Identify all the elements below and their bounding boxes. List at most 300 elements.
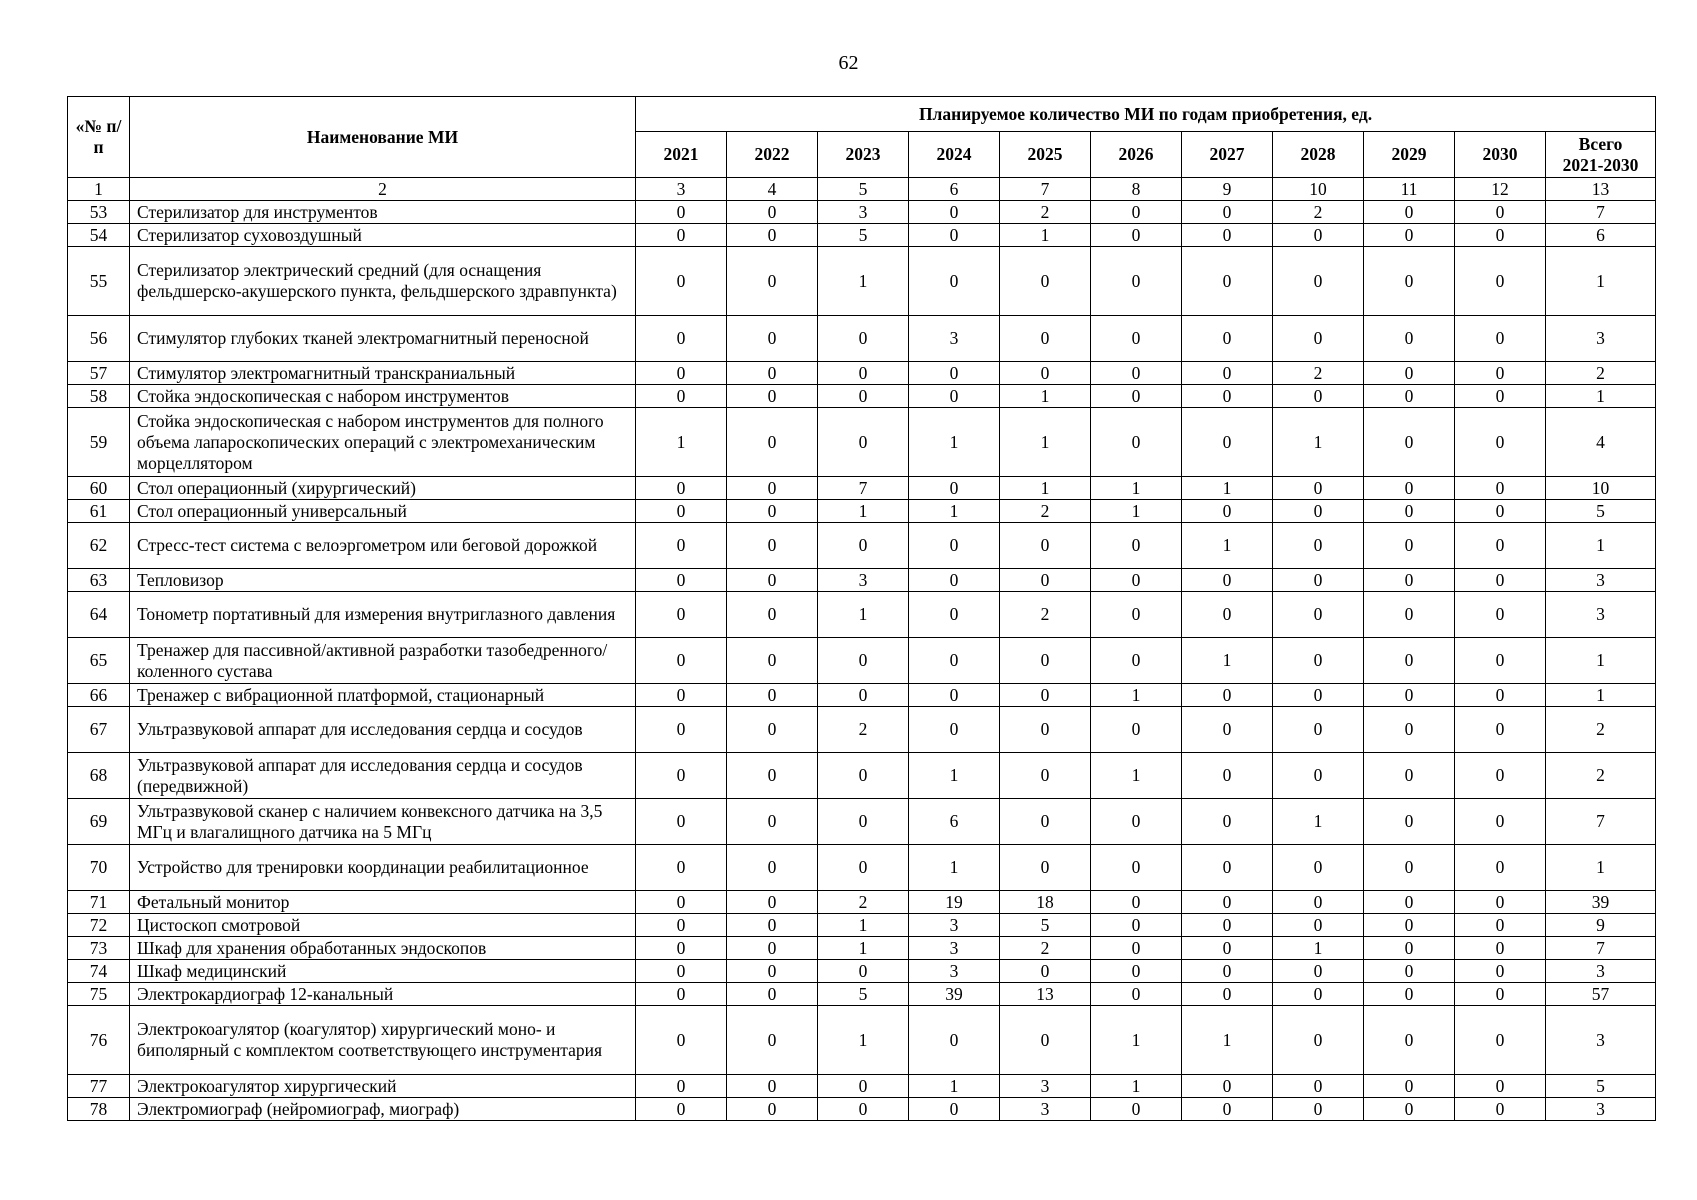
year-value-cell: 0 xyxy=(1091,224,1182,247)
year-value-cell: 0 xyxy=(636,477,727,500)
year-value-cell: 0 xyxy=(1000,523,1091,569)
year-value-cell: 0 xyxy=(818,362,909,385)
year-value-cell: 0 xyxy=(727,753,818,799)
year-value-cell: 0 xyxy=(727,569,818,592)
year-value-cell: 0 xyxy=(1091,799,1182,845)
row-number: 57 xyxy=(68,362,130,385)
total-cell: 3 xyxy=(1546,1006,1656,1075)
row-number: 63 xyxy=(68,569,130,592)
header-total-range: 2021-2030 xyxy=(1562,154,1639,175)
year-value-cell: 0 xyxy=(818,845,909,891)
year-value-cell: 0 xyxy=(1364,408,1455,477)
total-cell: 9 xyxy=(1546,914,1656,937)
total-cell: 3 xyxy=(1546,592,1656,638)
year-value-cell: 0 xyxy=(1091,960,1182,983)
header-year: 2023 xyxy=(818,132,909,178)
year-value-cell: 0 xyxy=(1000,638,1091,684)
year-value-cell: 1 xyxy=(1273,408,1364,477)
year-value-cell: 0 xyxy=(1364,960,1455,983)
total-cell: 1 xyxy=(1546,385,1656,408)
year-value-cell: 0 xyxy=(727,1006,818,1075)
year-value-cell: 0 xyxy=(1273,638,1364,684)
year-value-cell: 0 xyxy=(1000,845,1091,891)
table-row xyxy=(68,592,1656,638)
year-value-cell: 1 xyxy=(818,592,909,638)
year-value-cell: 0 xyxy=(1273,960,1364,983)
year-value-cell: 0 xyxy=(636,914,727,937)
year-value-cell: 0 xyxy=(1273,891,1364,914)
column-number-row xyxy=(68,178,1656,201)
row-number: 78 xyxy=(68,1098,130,1121)
item-name: Устройство для тренировки координации реабилитационное xyxy=(130,845,636,891)
year-value-cell: 1 xyxy=(909,1075,1000,1098)
year-value-cell: 3 xyxy=(1000,1075,1091,1098)
year-value-cell: 0 xyxy=(1091,316,1182,362)
table-row xyxy=(68,316,1656,362)
table-row xyxy=(68,385,1656,408)
year-value-cell: 0 xyxy=(1000,707,1091,753)
year-value-cell: 2 xyxy=(1000,500,1091,523)
column-number: 13 xyxy=(1546,178,1656,201)
year-value-cell: 0 xyxy=(636,799,727,845)
header-year: 2030 xyxy=(1455,132,1546,178)
year-value-cell: 0 xyxy=(1455,983,1546,1006)
year-value-cell: 1 xyxy=(1000,477,1091,500)
total-cell: 7 xyxy=(1546,201,1656,224)
year-value-cell: 0 xyxy=(1364,201,1455,224)
year-value-cell: 0 xyxy=(1273,247,1364,316)
year-value-cell: 1 xyxy=(1000,385,1091,408)
year-value-cell: 0 xyxy=(1000,362,1091,385)
row-number: 77 xyxy=(68,1075,130,1098)
row-number: 66 xyxy=(68,684,130,707)
table-row xyxy=(68,960,1656,983)
year-value-cell: 0 xyxy=(818,523,909,569)
column-number: 9 xyxy=(1182,178,1273,201)
table-row xyxy=(68,983,1656,1006)
year-value-cell: 0 xyxy=(1182,592,1273,638)
year-value-cell: 0 xyxy=(1091,385,1182,408)
item-name: Стресс-тест система с велоэргометром или беговой дорожкой xyxy=(130,523,636,569)
total-cell: 1 xyxy=(1546,247,1656,316)
header-year: 2021 xyxy=(636,132,727,178)
year-value-cell: 0 xyxy=(818,1075,909,1098)
year-value-cell: 0 xyxy=(636,523,727,569)
year-value-cell: 3 xyxy=(818,569,909,592)
total-cell: 3 xyxy=(1546,960,1656,983)
year-value-cell: 1 xyxy=(1273,799,1364,845)
year-value-cell: 7 xyxy=(818,477,909,500)
year-value-cell: 0 xyxy=(727,385,818,408)
year-value-cell: 0 xyxy=(1455,362,1546,385)
row-number: 60 xyxy=(68,477,130,500)
table-row xyxy=(68,684,1656,707)
year-value-cell: 0 xyxy=(909,247,1000,316)
year-value-cell: 0 xyxy=(727,684,818,707)
year-value-cell: 1 xyxy=(636,408,727,477)
year-value-cell: 0 xyxy=(636,753,727,799)
year-value-cell: 13 xyxy=(1000,983,1091,1006)
table-row xyxy=(68,753,1656,799)
year-value-cell: 0 xyxy=(1455,799,1546,845)
year-value-cell: 1 xyxy=(909,408,1000,477)
year-value-cell: 0 xyxy=(1455,707,1546,753)
year-value-cell: 0 xyxy=(1273,1098,1364,1121)
table-row xyxy=(68,500,1656,523)
year-value-cell: 1 xyxy=(1091,1006,1182,1075)
row-number: 73 xyxy=(68,937,130,960)
year-value-cell: 0 xyxy=(727,638,818,684)
year-value-cell: 0 xyxy=(636,247,727,316)
year-value-cell: 0 xyxy=(636,891,727,914)
year-value-cell: 2 xyxy=(818,707,909,753)
total-cell: 1 xyxy=(1546,684,1656,707)
year-value-cell: 0 xyxy=(1364,569,1455,592)
year-value-cell: 0 xyxy=(1000,960,1091,983)
year-value-cell: 0 xyxy=(1091,201,1182,224)
total-cell: 7 xyxy=(1546,799,1656,845)
year-value-cell: 0 xyxy=(636,960,727,983)
year-value-cell: 6 xyxy=(909,799,1000,845)
year-value-cell: 0 xyxy=(1273,385,1364,408)
year-value-cell: 1 xyxy=(818,1006,909,1075)
year-value-cell: 39 xyxy=(909,983,1000,1006)
table-row xyxy=(68,224,1656,247)
table-body xyxy=(68,178,1656,1121)
year-value-cell: 3 xyxy=(909,316,1000,362)
year-value-cell: 3 xyxy=(909,960,1000,983)
table-row xyxy=(68,523,1656,569)
header-name: Наименование МИ xyxy=(130,97,636,178)
year-value-cell: 0 xyxy=(818,638,909,684)
column-number: 4 xyxy=(727,178,818,201)
year-value-cell: 0 xyxy=(1273,707,1364,753)
item-name: Электрокоагулятор хирургический xyxy=(130,1075,636,1098)
year-value-cell: 1 xyxy=(909,500,1000,523)
total-cell: 3 xyxy=(1546,316,1656,362)
year-value-cell: 0 xyxy=(1182,201,1273,224)
year-value-cell: 0 xyxy=(1182,914,1273,937)
year-value-cell: 0 xyxy=(1182,408,1273,477)
table-row xyxy=(68,914,1656,937)
year-value-cell: 0 xyxy=(1364,845,1455,891)
item-name: Цистоскоп смотровой xyxy=(130,914,636,937)
year-value-cell: 0 xyxy=(1273,983,1364,1006)
year-value-cell: 5 xyxy=(818,224,909,247)
year-value-cell: 0 xyxy=(1455,523,1546,569)
row-number: 56 xyxy=(68,316,130,362)
row-number: 65 xyxy=(68,638,130,684)
item-name: Тренажер для пассивной/активной разработки тазобедренного/коленного сустава xyxy=(130,638,636,684)
total-cell: 5 xyxy=(1546,500,1656,523)
year-value-cell: 0 xyxy=(1273,477,1364,500)
total-cell: 6 xyxy=(1546,224,1656,247)
year-value-cell: 0 xyxy=(818,1098,909,1121)
year-value-cell: 1 xyxy=(818,937,909,960)
year-value-cell: 0 xyxy=(1182,316,1273,362)
year-value-cell: 0 xyxy=(1091,937,1182,960)
year-value-cell: 0 xyxy=(1182,385,1273,408)
total-cell: 1 xyxy=(1546,845,1656,891)
year-value-cell: 0 xyxy=(1364,477,1455,500)
year-value-cell: 0 xyxy=(1182,500,1273,523)
year-value-cell: 0 xyxy=(1364,799,1455,845)
year-value-cell: 0 xyxy=(1273,523,1364,569)
year-value-cell: 0 xyxy=(1182,960,1273,983)
year-value-cell: 2 xyxy=(818,891,909,914)
year-value-cell: 0 xyxy=(727,523,818,569)
year-value-cell: 0 xyxy=(1455,1006,1546,1075)
year-value-cell: 1 xyxy=(909,845,1000,891)
year-value-cell: 0 xyxy=(1364,500,1455,523)
year-value-cell: 1 xyxy=(1091,684,1182,707)
total-cell: 1 xyxy=(1546,523,1656,569)
year-value-cell: 1 xyxy=(1000,224,1091,247)
year-value-cell: 0 xyxy=(1455,201,1546,224)
year-value-cell: 0 xyxy=(1364,891,1455,914)
year-value-cell: 0 xyxy=(636,569,727,592)
row-number: 72 xyxy=(68,914,130,937)
year-value-cell: 18 xyxy=(1000,891,1091,914)
table-row xyxy=(68,201,1656,224)
total-cell: 2 xyxy=(1546,753,1656,799)
year-value-cell: 0 xyxy=(909,201,1000,224)
year-value-cell: 1 xyxy=(1182,477,1273,500)
year-value-cell: 0 xyxy=(1273,569,1364,592)
year-value-cell: 1 xyxy=(1182,638,1273,684)
table-row xyxy=(68,707,1656,753)
year-value-cell: 0 xyxy=(636,224,727,247)
year-value-cell: 3 xyxy=(818,201,909,224)
year-value-cell: 0 xyxy=(909,385,1000,408)
year-value-cell: 0 xyxy=(1182,753,1273,799)
year-value-cell: 0 xyxy=(909,523,1000,569)
table-row xyxy=(68,247,1656,316)
item-name: Электромиограф (нейромиограф, миограф) xyxy=(130,1098,636,1121)
year-value-cell: 0 xyxy=(727,362,818,385)
row-number: 54 xyxy=(68,224,130,247)
year-value-cell: 0 xyxy=(1455,891,1546,914)
year-value-cell: 1 xyxy=(1182,1006,1273,1075)
year-value-cell: 0 xyxy=(1182,684,1273,707)
table-row xyxy=(68,638,1656,684)
year-value-cell: 0 xyxy=(1455,753,1546,799)
year-value-cell: 0 xyxy=(1455,960,1546,983)
year-value-cell: 0 xyxy=(1364,1006,1455,1075)
year-value-cell: 0 xyxy=(909,592,1000,638)
year-value-cell: 1 xyxy=(818,500,909,523)
year-value-cell: 0 xyxy=(818,684,909,707)
column-number: 10 xyxy=(1273,178,1364,201)
table-row xyxy=(68,362,1656,385)
year-value-cell: 0 xyxy=(727,316,818,362)
year-value-cell: 0 xyxy=(1091,845,1182,891)
year-value-cell: 0 xyxy=(1091,638,1182,684)
year-value-cell: 0 xyxy=(1273,1075,1364,1098)
item-name: Фетальный монитор xyxy=(130,891,636,914)
year-value-cell: 0 xyxy=(1182,799,1273,845)
column-number: 11 xyxy=(1364,178,1455,201)
year-value-cell: 0 xyxy=(1182,707,1273,753)
column-number: 2 xyxy=(130,178,636,201)
year-value-cell: 0 xyxy=(1364,523,1455,569)
year-value-cell: 0 xyxy=(1364,316,1455,362)
year-value-cell: 0 xyxy=(909,1006,1000,1075)
item-name: Шкаф для хранения обработанных эндоскопов xyxy=(130,937,636,960)
year-value-cell: 0 xyxy=(636,1098,727,1121)
year-value-cell: 0 xyxy=(818,799,909,845)
year-value-cell: 0 xyxy=(1091,408,1182,477)
year-value-cell: 0 xyxy=(1455,1075,1546,1098)
year-value-cell: 0 xyxy=(1273,914,1364,937)
item-name: Стерилизатор электрический средний (для оснащения фельдшерско-акушерского пункта, фельдшерского здравпункта) xyxy=(130,247,636,316)
year-value-cell: 1 xyxy=(1091,753,1182,799)
total-cell: 4 xyxy=(1546,408,1656,477)
year-value-cell: 0 xyxy=(727,799,818,845)
year-value-cell: 0 xyxy=(727,477,818,500)
year-value-cell: 0 xyxy=(636,684,727,707)
row-number: 55 xyxy=(68,247,130,316)
row-number: 75 xyxy=(68,983,130,1006)
column-number: 8 xyxy=(1091,178,1182,201)
item-name: Стол операционный универсальный xyxy=(130,500,636,523)
table-row xyxy=(68,937,1656,960)
row-number: 74 xyxy=(68,960,130,983)
year-value-cell: 0 xyxy=(1364,362,1455,385)
page-number: 62 xyxy=(838,52,859,74)
year-value-cell: 0 xyxy=(1000,247,1091,316)
header-year: 2025 xyxy=(1000,132,1091,178)
year-value-cell: 0 xyxy=(727,1075,818,1098)
row-number: 64 xyxy=(68,592,130,638)
header-year: 2028 xyxy=(1273,132,1364,178)
row-number: 71 xyxy=(68,891,130,914)
year-value-cell: 0 xyxy=(636,1075,727,1098)
year-value-cell: 0 xyxy=(1273,845,1364,891)
item-name: Стойка эндоскопическая с набором инструментов для полного объема лапароскопических операций с электромеханическим морцеллятором xyxy=(130,408,636,477)
year-value-cell: 0 xyxy=(1455,316,1546,362)
year-value-cell: 0 xyxy=(636,845,727,891)
year-value-cell: 0 xyxy=(636,638,727,684)
year-value-cell: 0 xyxy=(727,707,818,753)
year-value-cell: 0 xyxy=(1455,845,1546,891)
row-number: 58 xyxy=(68,385,130,408)
year-value-cell: 0 xyxy=(1182,1098,1273,1121)
year-value-cell: 0 xyxy=(1000,316,1091,362)
row-number: 69 xyxy=(68,799,130,845)
row-number: 59 xyxy=(68,408,130,477)
year-value-cell: 0 xyxy=(909,477,1000,500)
year-value-cell: 1 xyxy=(1091,477,1182,500)
year-value-cell: 3 xyxy=(909,914,1000,937)
year-value-cell: 0 xyxy=(636,983,727,1006)
year-value-cell: 0 xyxy=(1091,983,1182,1006)
year-value-cell: 0 xyxy=(1364,707,1455,753)
year-value-cell: 1 xyxy=(1182,523,1273,569)
year-value-cell: 0 xyxy=(1364,753,1455,799)
year-value-cell: 0 xyxy=(1455,385,1546,408)
item-name: Тепловизор xyxy=(130,569,636,592)
year-value-cell: 0 xyxy=(1455,1098,1546,1121)
item-name: Стерилизатор суховоздушный xyxy=(130,224,636,247)
year-value-cell: 0 xyxy=(727,201,818,224)
year-value-cell: 0 xyxy=(1000,569,1091,592)
year-value-cell: 2 xyxy=(1000,201,1091,224)
year-value-cell: 0 xyxy=(727,983,818,1006)
header-year: 2024 xyxy=(909,132,1000,178)
year-value-cell: 0 xyxy=(1091,1098,1182,1121)
year-value-cell: 0 xyxy=(909,1098,1000,1121)
year-value-cell: 0 xyxy=(1364,983,1455,1006)
item-name: Ультразвуковой аппарат для исследования сердца и сосудов (передвижной) xyxy=(130,753,636,799)
year-value-cell: 0 xyxy=(1091,247,1182,316)
item-name: Тонометр портативный для измерения внутриглазного давления xyxy=(130,592,636,638)
column-number: 3 xyxy=(636,178,727,201)
item-name: Стимулятор глубоких тканей электромагнитный переносной xyxy=(130,316,636,362)
year-value-cell: 0 xyxy=(1364,247,1455,316)
year-value-cell: 0 xyxy=(1182,891,1273,914)
year-value-cell: 0 xyxy=(818,408,909,477)
total-cell: 57 xyxy=(1546,983,1656,1006)
table-row xyxy=(68,569,1656,592)
year-value-cell: 0 xyxy=(909,638,1000,684)
year-value-cell: 0 xyxy=(1182,983,1273,1006)
header-year: 2026 xyxy=(1091,132,1182,178)
year-value-cell: 0 xyxy=(1455,937,1546,960)
header-total-label: Всего xyxy=(1578,133,1623,154)
year-value-cell: 0 xyxy=(1455,477,1546,500)
year-value-cell: 0 xyxy=(1455,569,1546,592)
header-total xyxy=(1546,132,1656,178)
table-row xyxy=(68,477,1656,500)
year-value-cell: 1 xyxy=(818,247,909,316)
year-value-cell: 0 xyxy=(1182,224,1273,247)
column-number: 7 xyxy=(1000,178,1091,201)
column-number: 5 xyxy=(818,178,909,201)
item-name: Электрокардиограф 12-канальный xyxy=(130,983,636,1006)
item-name: Стимулятор электромагнитный транскраниальный xyxy=(130,362,636,385)
row-number: 70 xyxy=(68,845,130,891)
item-name: Стол операционный (хирургический) xyxy=(130,477,636,500)
total-cell: 3 xyxy=(1546,1098,1656,1121)
year-value-cell: 0 xyxy=(727,960,818,983)
year-value-cell: 0 xyxy=(636,362,727,385)
header-planned-quantity: Планируемое количество МИ по годам приобретения, ед. xyxy=(636,97,1656,132)
year-value-cell: 0 xyxy=(727,937,818,960)
year-value-cell: 0 xyxy=(1091,707,1182,753)
year-value-cell: 0 xyxy=(1273,1006,1364,1075)
item-name: Ультразвуковой сканер с наличием конвексного датчика на 3,5 МГц и влагалищного датчика на 5 МГц xyxy=(130,799,636,845)
table-row xyxy=(68,845,1656,891)
header-year: 2022 xyxy=(727,132,818,178)
year-value-cell: 0 xyxy=(636,500,727,523)
table-row xyxy=(68,1075,1656,1098)
year-value-cell: 0 xyxy=(1182,845,1273,891)
year-value-cell: 0 xyxy=(1455,247,1546,316)
total-cell: 3 xyxy=(1546,569,1656,592)
year-value-cell: 0 xyxy=(909,224,1000,247)
year-value-cell: 0 xyxy=(1273,224,1364,247)
year-value-cell: 0 xyxy=(1000,753,1091,799)
year-value-cell: 0 xyxy=(1273,753,1364,799)
item-name: Тренажер с вибрационной платформой, стационарный xyxy=(130,684,636,707)
total-cell: 2 xyxy=(1546,707,1656,753)
year-value-cell: 0 xyxy=(1455,592,1546,638)
total-cell: 1 xyxy=(1546,638,1656,684)
total-cell: 2 xyxy=(1546,362,1656,385)
year-value-cell: 0 xyxy=(1182,247,1273,316)
year-value-cell: 0 xyxy=(727,592,818,638)
